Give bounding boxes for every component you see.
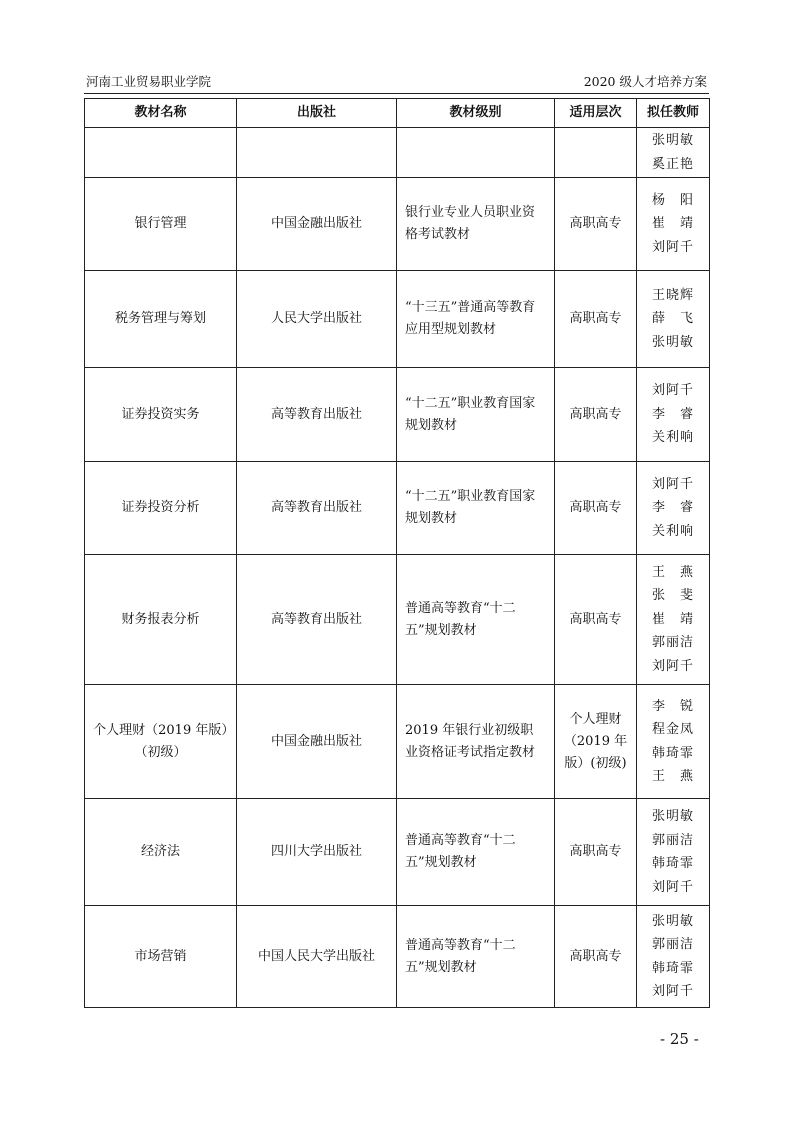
cell-scope: 高职高专 xyxy=(555,178,637,271)
cell-scope: 个人理财（2019 年版）(初级) xyxy=(555,685,637,799)
teacher-name: 奚正艳 xyxy=(651,156,694,172)
column-header-teachers: 拟任教师 xyxy=(637,99,710,128)
teacher-name: 李 睿 xyxy=(651,406,694,422)
teacher-name: 张明敏 xyxy=(651,334,694,350)
teacher-name: 刘阿千 xyxy=(651,239,694,255)
teacher-name: 程金凤 xyxy=(651,722,694,737)
teacher-name: 张明敏 xyxy=(651,133,694,148)
cell-publisher: 中国金融出版社 xyxy=(237,685,397,799)
cell-teachers xyxy=(637,906,710,1008)
teacher-name: 刘阿千 xyxy=(651,984,694,999)
teacher-name: 刘阿千 xyxy=(651,879,694,895)
cell-scope: 高职高专 xyxy=(555,462,637,555)
column-header-level: 教材级别 xyxy=(397,99,555,128)
cell-level: 普通高等教育“十二五”规划教材 xyxy=(397,906,555,1008)
teacher-name: 张明敏 xyxy=(651,913,694,929)
table-row xyxy=(85,368,710,462)
cell-scope: 高职高专 xyxy=(555,799,637,906)
teacher-name: 韩琦霏 xyxy=(651,960,694,976)
teacher-name: 张 斐 xyxy=(651,588,694,604)
cell-scope: 高职高专 xyxy=(555,555,637,685)
teacher-name: 关利响 xyxy=(651,523,694,539)
cell-level: 普通高等教育“十二五”规划教材 xyxy=(397,555,555,685)
cell-teachers xyxy=(637,462,710,555)
cell-name: 银行管理 xyxy=(85,178,237,271)
teacher-name: 王晓辉 xyxy=(651,287,694,303)
textbook-table xyxy=(84,98,710,1008)
cell-teachers xyxy=(637,685,710,799)
cell-teachers xyxy=(637,128,710,178)
header-document-title: 2020 级人才培养方案 xyxy=(583,74,707,89)
header-divider xyxy=(84,93,709,94)
table-row xyxy=(85,799,710,906)
cell-name: 个人理财（2019 年版）（初级） xyxy=(85,685,237,799)
teacher-name: 王 燕 xyxy=(651,564,694,580)
teacher-name: 郭丽洁 xyxy=(651,937,694,952)
cell-level: “十三五”普通高等教育应用型规划教材 xyxy=(397,271,555,368)
cell-teachers xyxy=(637,368,710,462)
cell-level: “十二五”职业教育国家规划教材 xyxy=(397,368,555,462)
teacher-name: 刘阿千 xyxy=(651,658,694,674)
teacher-name: 杨 阳 xyxy=(651,192,694,208)
cell-publisher: 高等教育出版社 xyxy=(237,555,397,685)
teacher-name: 薛 飞 xyxy=(651,311,694,327)
cell-scope xyxy=(555,128,637,178)
teacher-name: 崔 靖 xyxy=(651,216,694,232)
teacher-name: 韩琦霏 xyxy=(651,745,694,761)
cell-publisher: 四川大学出版社 xyxy=(237,799,397,906)
table-row xyxy=(85,128,710,178)
cell-teachers xyxy=(637,178,710,271)
cell-level: 2019 年银行业初级职业资格证考试指定教材 xyxy=(397,685,555,799)
teacher-name: 李 睿 xyxy=(651,500,694,516)
cell-name: 证券投资分析 xyxy=(85,462,237,555)
teacher-name: 崔 靖 xyxy=(651,611,694,627)
page-number: - 25 - xyxy=(660,1030,699,1048)
teacher-name: 李 锐 xyxy=(651,698,694,714)
cell-name: 经济法 xyxy=(85,799,237,906)
table-row xyxy=(85,462,710,555)
cell-name: 税务管理与筹划 xyxy=(85,271,237,368)
cell-publisher: 人民大学出版社 xyxy=(237,271,397,368)
table-row xyxy=(85,178,710,271)
cell-level xyxy=(397,128,555,178)
table-row xyxy=(85,555,710,685)
cell-publisher: 高等教育出版社 xyxy=(237,462,397,555)
cell-scope: 高职高专 xyxy=(555,368,637,462)
column-header-publisher: 出版社 xyxy=(237,99,397,128)
teacher-name: 郭丽洁 xyxy=(651,832,694,848)
cell-level: 普通高等教育“十二五”规划教材 xyxy=(397,799,555,906)
table-row xyxy=(85,685,710,799)
column-header-name: 教材名称 xyxy=(85,99,237,128)
teacher-name: 刘阿千 xyxy=(651,476,694,492)
column-header-scope: 适用层次 xyxy=(555,99,637,128)
header-institution: 河南工业贸易职业学院 xyxy=(86,74,212,89)
cell-publisher: 中国人民大学出版社 xyxy=(237,906,397,1008)
cell-publisher: 高等教育出版社 xyxy=(237,368,397,462)
cell-level: “十二五”职业教育国家规划教材 xyxy=(397,462,555,555)
cell-name: 证券投资实务 xyxy=(85,368,237,462)
cell-level: 银行业专业人员职业资格考试教材 xyxy=(397,178,555,271)
teacher-name: 关利响 xyxy=(651,430,694,446)
cell-name: 财务报表分析 xyxy=(85,555,237,685)
cell-publisher xyxy=(237,128,397,178)
teacher-name: 王 燕 xyxy=(651,769,694,784)
teacher-name: 刘阿千 xyxy=(651,383,694,399)
teacher-name: 张明敏 xyxy=(651,809,694,824)
cell-name xyxy=(85,128,237,178)
teacher-name: 郭丽洁 xyxy=(651,635,694,651)
table-header-row xyxy=(85,99,710,128)
cell-publisher: 中国金融出版社 xyxy=(237,178,397,271)
cell-teachers xyxy=(637,271,710,368)
cell-name: 市场营销 xyxy=(85,906,237,1008)
table-row xyxy=(85,906,710,1008)
cell-scope: 高职高专 xyxy=(555,906,637,1008)
cell-scope: 高职高专 xyxy=(555,271,637,368)
cell-teachers xyxy=(637,555,710,685)
table-row xyxy=(85,271,710,368)
teacher-name: 韩琦霏 xyxy=(651,856,694,871)
cell-teachers xyxy=(637,799,710,906)
